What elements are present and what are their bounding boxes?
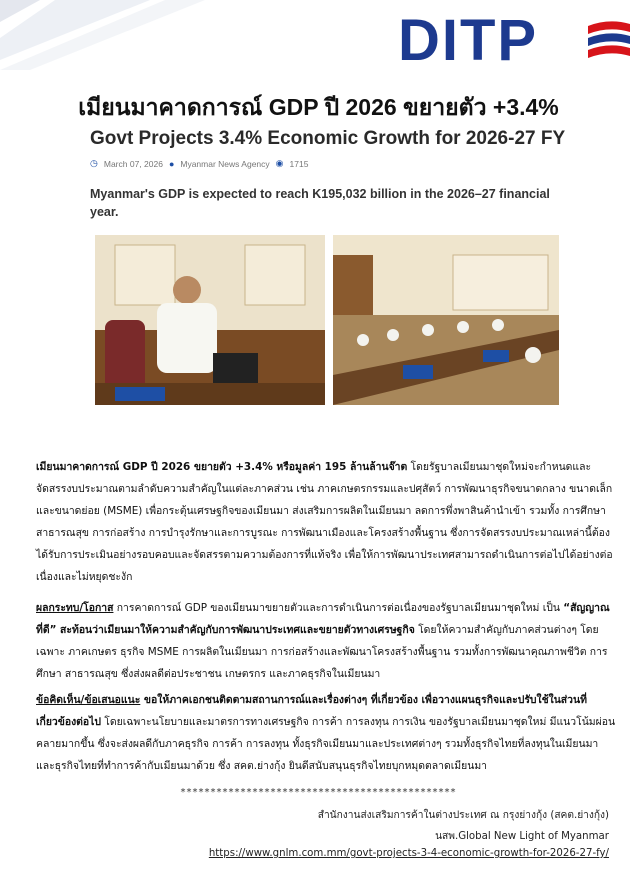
news-source: Myanmar News Agency	[180, 158, 270, 169]
news-header	[90, 128, 610, 221]
impact-text-2: โดยให้ความสำคัญกับภาคส่วนต่างๆ โดยเฉพาะ ภาคเกษตร ธุรกิจ MSME การผลิตในเมียนมา การก่อสร้างและพัฒนาโครงสร้างพื้นฐาน รวมทั้งการพัฒนาคุณภาพชีวิต การศึกษา สาธารณสุข ซึ่งส่งผลดีต่อประชาชน เกษตรกร และภาคธุรกิจในเมียนมา	[36, 624, 608, 680]
recommendation-text: โดยเฉพาะนโยบายและมาตรการทางเศรษฐกิจ การค้า การลงทุน การเงิน ของรัฐบาลเมียนมาชุดใหม่ มีแนวโน้มผ่อนคลายมากขึ้น ซึ่งจะส่งผลดีกับภาคธุรกิจ การค้า การลงทุน ทั้งธุรกิจเมียนมาและประเทศต่างๆ รวมทั้งธุรกิจไทยที่ลงทุนในเมียนมา และธุรกิจไทยที่ทำการค้ากับเมียนมาด้วย ซึ่ง สคต.ย่างกุ้ง ยินดีสนับสนุนธุรกิจไทยบุกหมุดตลาดเมียนมา	[36, 716, 616, 772]
news-photo-speaker	[95, 235, 325, 405]
summary-lead: เมียนมาคาดการณ์ GDP ปี 2026 ขยายตัว +3.4% หรือมูลค่า 195 ล้านล้านจ๊าต	[36, 461, 408, 473]
news-meta	[90, 158, 610, 169]
paragraph-impact	[36, 597, 616, 685]
paragraph-summary	[36, 456, 616, 588]
speaker-photo-illustration	[95, 235, 325, 405]
news-photo-meeting	[333, 235, 559, 405]
user-icon: ●	[168, 158, 175, 169]
source-newspaper: นสพ.Global New Light of Myanmar	[435, 831, 609, 842]
ditp-logo	[398, 8, 630, 74]
news-views: 1715	[289, 158, 309, 169]
news-date: March 07, 2026	[103, 158, 163, 169]
section-divider: **********************************************	[180, 787, 457, 798]
flag-stripes-icon	[588, 18, 630, 70]
recommendation-label: ข้อคิดเห็น/ข้อเสนอแนะ	[36, 694, 141, 706]
meeting-photo-illustration	[333, 235, 559, 405]
source-url-link[interactable]: https://www.gnlm.com.mm/govt-projects-3-4-economic-growth-for-2026-27-fy/	[208, 848, 609, 859]
recommendation-highlight: ขอให้ภาคเอกชนติดตามสถานการณ์และเรื่องต่างๆ ที่เกี่ยวข้อง เพื่อวางแผนธุรกิจและปรับใช้ในส่วนที่เกี่ยวข้องต่อไป	[36, 694, 587, 728]
source-office: สำนักงานส่งเสริมการค้าในต่างประเทศ ณ กรุงย่างกุ้ง (สคต.ย่างกุ้ง)	[317, 810, 609, 821]
paragraph-recommendation	[36, 689, 616, 777]
page-title: เมียนมาคาดการณ์ GDP ปี 2026 ขยายตัว +3.4%	[78, 94, 559, 120]
news-subtitle: Myanmar's GDP is expected to reach K195,032 billion in the 2026–27 financial year.	[90, 187, 550, 219]
logo-text: DITP	[398, 8, 539, 73]
clock-icon: ◷	[90, 158, 98, 168]
corner-stripes-decoration	[0, 0, 210, 70]
summary-text: โดยรัฐบาลเมียนมาชุดใหม่จะกำหนดและจัดสรรงบประมาณตามลำดับความสำคัญในแต่ละภาคส่วน เช่น ภาคเกษตรกรรมและปศุสัตว์ การพัฒนาธุรกิจขนาดกลาง ขนาดเล็กและขนาดย่อย (MSME) เพื่อกระตุ้นเศรษฐกิจของเมียนมา ส่งเสริมการผลิตในเมียนมา ลดการพึ่งพาสินค้านำเข้า รวมทั้ง การศึกษา สาธารณสุข การก่อสร้าง การบำรุงรักษาและการบูรณะ การพัฒนาเมืองและโครงสร้างพื้นฐาน ซึ่งการจัดสรรงบประมาณเหล่านี้ต้องได้รับการประเมินอย่างรอบคอบและจัดสรรตามความต้องการที่แท้จริง เพื่อให้การพัฒนาประเทศสามารถดำเนินการต่อไปได้อย่างต่อเนื่องและไม่หยุดชะงัก	[36, 461, 613, 583]
impact-text-1: การคาดการณ์ GDP ของเมียนมาขยายตัวและการดำเนินการต่อเนื่องของรัฐบาลเมียนมาชุดใหม่ เป็น	[113, 602, 564, 614]
impact-label: ผลกระทบ/โอกาส	[36, 602, 114, 614]
news-headline: Govt Projects 3.4% Economic Growth for 2026-27 FY	[90, 128, 566, 149]
eye-icon: ◉	[275, 158, 284, 168]
impact-highlight: “สัญญาณที่ดี” สะท้อนว่าเมียนมาให้ความสำคัญกับการพัฒนาประเทศและขยายตัวทางเศรษฐกิจ	[36, 602, 610, 636]
